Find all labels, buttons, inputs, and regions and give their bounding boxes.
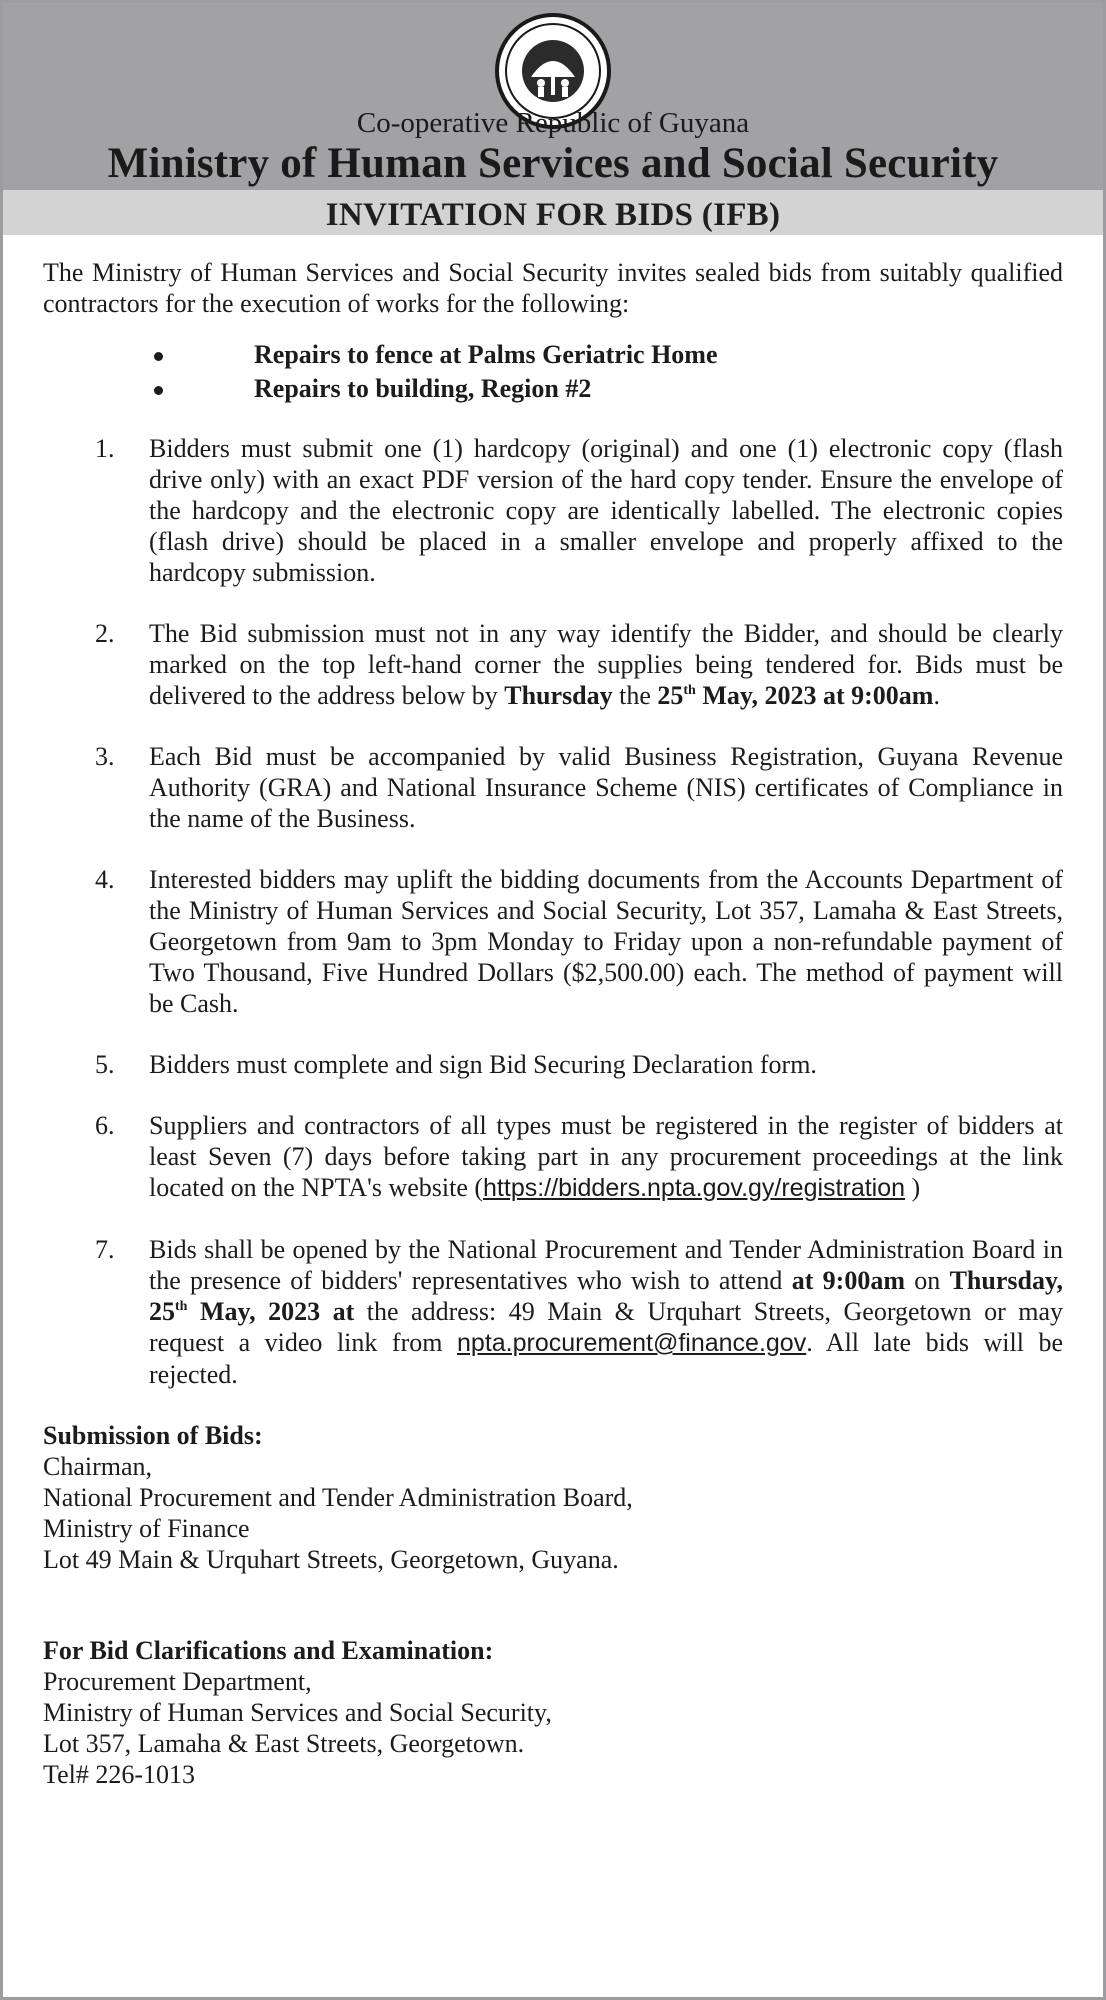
condition-item-2: 2. The Bid submission must not in any way identify the Bidder, and should be clearly marked on the top left-hand corner the supplies being tendered for. Bids must be delivered to the address below by Thursday the 25th May, 2023 at 9:00am. <box>95 619 1063 710</box>
address-line: Procurement Department, <box>43 1667 312 1696</box>
condition-item-5: 5. Bidders must complete and sign Bid Securing Declaration form. <box>95 1050 817 1079</box>
condition-item-1: 1. Bidders must submit one (1) hardcopy (original) and one (1) electronic copy (flash drive only) with an exact PDF version of the hard copy tender. Ensure the envelope of the hardcopy and the electronic copy are identically labelled. The electronic copies (flash drive) should be placed in a smaller envelope and properly affixed to the hardcopy submission. <box>95 434 1063 587</box>
clarification-title: For Bid Clarifications and Examination: <box>43 1636 494 1665</box>
address-line: Ministry of Human Services and Social Security, <box>43 1698 552 1727</box>
address-line: Lot 357, Lamaha & East Streets, Georgetown. <box>43 1729 525 1758</box>
ministry-name: Ministry of Human Services and Social Security <box>107 140 999 187</box>
phone-number: Tel# 226-1013 <box>43 1760 195 1789</box>
page-title: INVITATION FOR BIDS (IFB) <box>325 197 781 233</box>
procurement-email-link[interactable]: npta.procurement@finance.gov <box>457 1329 807 1357</box>
address-line: National Procurement and Tender Administration Board, <box>43 1483 633 1512</box>
condition-item-6: 6. Suppliers and contractors of all types must be registered in the register of bidders at least Seven (7) days before taking part in any procurement proceedings at the link located on the NPTA's website (https://bidders.npta.gov.gy/registration ) <box>95 1111 1063 1202</box>
condition-item-4: 4. Interested bidders may uplift the bidding documents from the Accounts Department of the Ministry of Human Services and Social Security, Lot 357, Lamaha & East Streets, Georgetown from 9am to 3pm Monday to Friday upon a non-refundable payment of Two Thousand, Five Hundred Dollars ($2,500.00) each. The method of payment will be Cash. <box>95 865 1063 1018</box>
works-list <box>43 339 1063 407</box>
conditions-list <box>43 433 1063 1390</box>
clarification-block <box>43 1635 1063 1790</box>
address-line: Chairman, <box>43 1452 153 1481</box>
bullet-icon <box>154 352 163 361</box>
submission-block <box>43 1420 1063 1575</box>
address-line: Lot 49 Main & Urquhart Streets, Georgetown, Guyana. <box>43 1545 619 1574</box>
list-item: Repairs to building, Region #2 <box>43 373 1063 407</box>
registration-link[interactable]: https://bidders.npta.gov.gy/registration <box>483 1174 906 1202</box>
bullet-icon <box>154 386 163 395</box>
address-line: Ministry of Finance <box>43 1514 250 1543</box>
header-band <box>3 3 1103 193</box>
submission-title: Submission of Bids: <box>43 1421 263 1450</box>
body-content <box>43 257 1063 1790</box>
list-item: Repairs to fence at Palms Geriatric Home <box>43 339 1063 373</box>
condition-item-3: 3. Each Bid must be accompanied by valid Business Registration, Guyana Revenue Authority (GRA) and National Insurance Scheme (NIS) certificates of Compliance in the name of the Business. <box>95 742 1063 833</box>
condition-item-7: 7. Bids shall be opened by the National Procurement and Tender Administration Board in the presence of bidders' representatives who wish to attend at 9:00am on Thursday, 25th May, 2023 at the address: 49 Main & Urquhart Streets, Georgetown or may request a video link from npta.procurement@finance.gov. All late bids will be rejected. <box>95 1235 1064 1389</box>
republic-name: Co-operative Republic of Guyana <box>356 107 750 139</box>
intro-paragraph: The Ministry of Human Services and Social Security invites sealed bids from suitably qualified contractors for the execution of works for the following: <box>43 258 1063 318</box>
